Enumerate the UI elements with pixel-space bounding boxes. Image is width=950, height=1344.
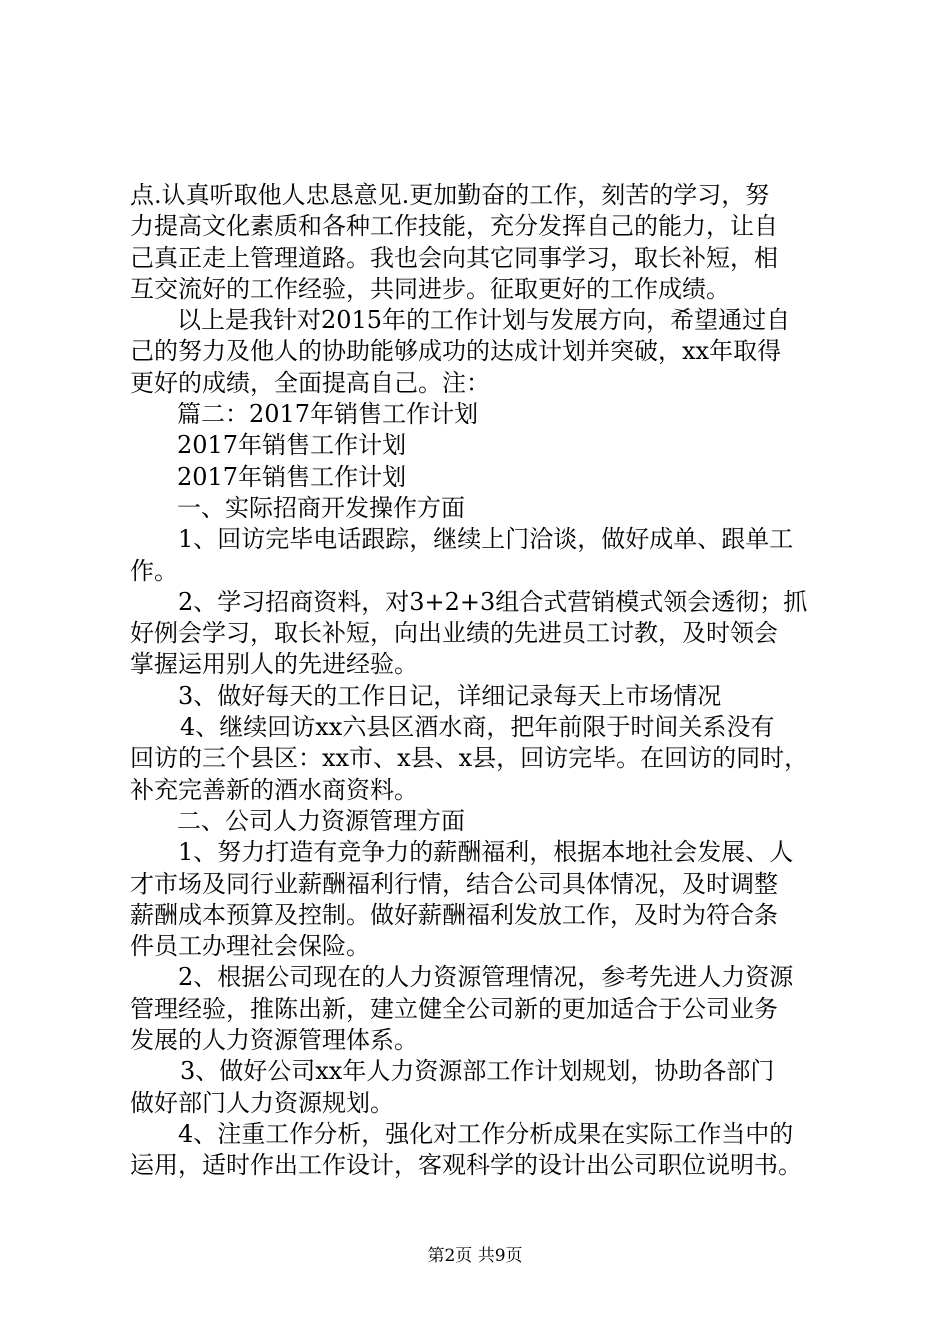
page-number-footer: 第2页 共9页	[427, 1246, 523, 1266]
list-item-start-line: 4、注重工作分析，强化对工作分析成果在实际工作当中的	[178, 1119, 794, 1148]
text-line: 更好的成绩，全面提高自己。注：	[130, 368, 490, 397]
text-line: 点.认真听取他人忠恳意见.更加勤奋的工作，刻苦的学习，努	[130, 181, 770, 209]
list-item-start-line: 3、做好每天的工作日记，详细记录每天上市场情况	[178, 681, 722, 710]
list-item-start-line: 4、继续回访xx六县区酒水商，把年前限于时间关系没有	[180, 713, 775, 742]
subsection-heading: 二、公司人力资源管理方面	[177, 806, 465, 835]
text-line: 做好部门人力资源规划。	[130, 1088, 394, 1117]
text-line: 力提高文化素质和各种工作技能，充分发挥自己的能力，让自	[130, 212, 778, 241]
text-line: 才市场及同行业薪酬福利行情，结合公司具体情况，及时调整	[130, 869, 778, 898]
subsection-heading: 一、实际招商开发操作方面	[177, 493, 465, 522]
list-item-start-line: 2、学习招商资料，对3+2+3组合式营销模式领会透彻；抓	[178, 587, 808, 616]
section-heading: 篇二：2017年销售工作计划	[177, 400, 479, 429]
document-title: 2017年销售工作计划	[177, 462, 407, 491]
text-line: 薪酬成本预算及控制。做好薪酬福利发放工作，及时为符合条	[130, 900, 778, 929]
text-line: 件员工办理社会保险。	[130, 932, 370, 961]
text-line: 管理经验，推陈出新，建立健全公司新的更加适合于公司业务	[130, 994, 778, 1023]
list-item-start-line: 2、根据公司现在的人力资源管理情况，参考先进人力资源	[178, 963, 794, 992]
list-item-start-line: 1、回访完毕电话跟踪，继续上门洽谈，做好成单、跟单工	[178, 525, 794, 554]
text-line: 作。	[130, 556, 178, 585]
text-line: 己的努力及他人的协助能够成功的达成计划并突破，xx年取得	[130, 337, 782, 366]
document-title: 2017年销售工作计划	[177, 431, 407, 460]
text-line: 发展的人力资源管理体系。	[130, 1026, 418, 1055]
text-line: 掌握运用别人的先进经验。	[130, 650, 418, 679]
text-line: 回访的三个县区：xx市、x县、x县，回访完毕。在回访的同时，	[130, 744, 809, 773]
paragraph-start-line: 以上是我针对2015年的工作计划与发展方向，希望通过自	[177, 306, 791, 335]
list-item-start-line: 3、做好公司xx年人力资源部工作计划规划，协助各部门	[180, 1057, 775, 1086]
text-line: 己真正走上管理道路。我也会向其它同事学习，取长补短，相	[130, 243, 778, 272]
text-line: 运用，适时作出工作设计，客观科学的设计出公司职位说明书。	[130, 1151, 802, 1180]
text-line: 补充完善新的酒水商资料。	[130, 775, 418, 804]
list-item-start-line: 1、努力打造有竞争力的薪酬福利，根据本地社会发展、人	[178, 838, 794, 867]
document-body	[130, 180, 830, 1182]
text-line: 好例会学习，取长补短，向出业绩的先进员工讨教，及时领会	[130, 619, 778, 648]
text-line: 互交流好的工作经验，共同进步。征取更好的工作成绩。	[130, 274, 730, 303]
